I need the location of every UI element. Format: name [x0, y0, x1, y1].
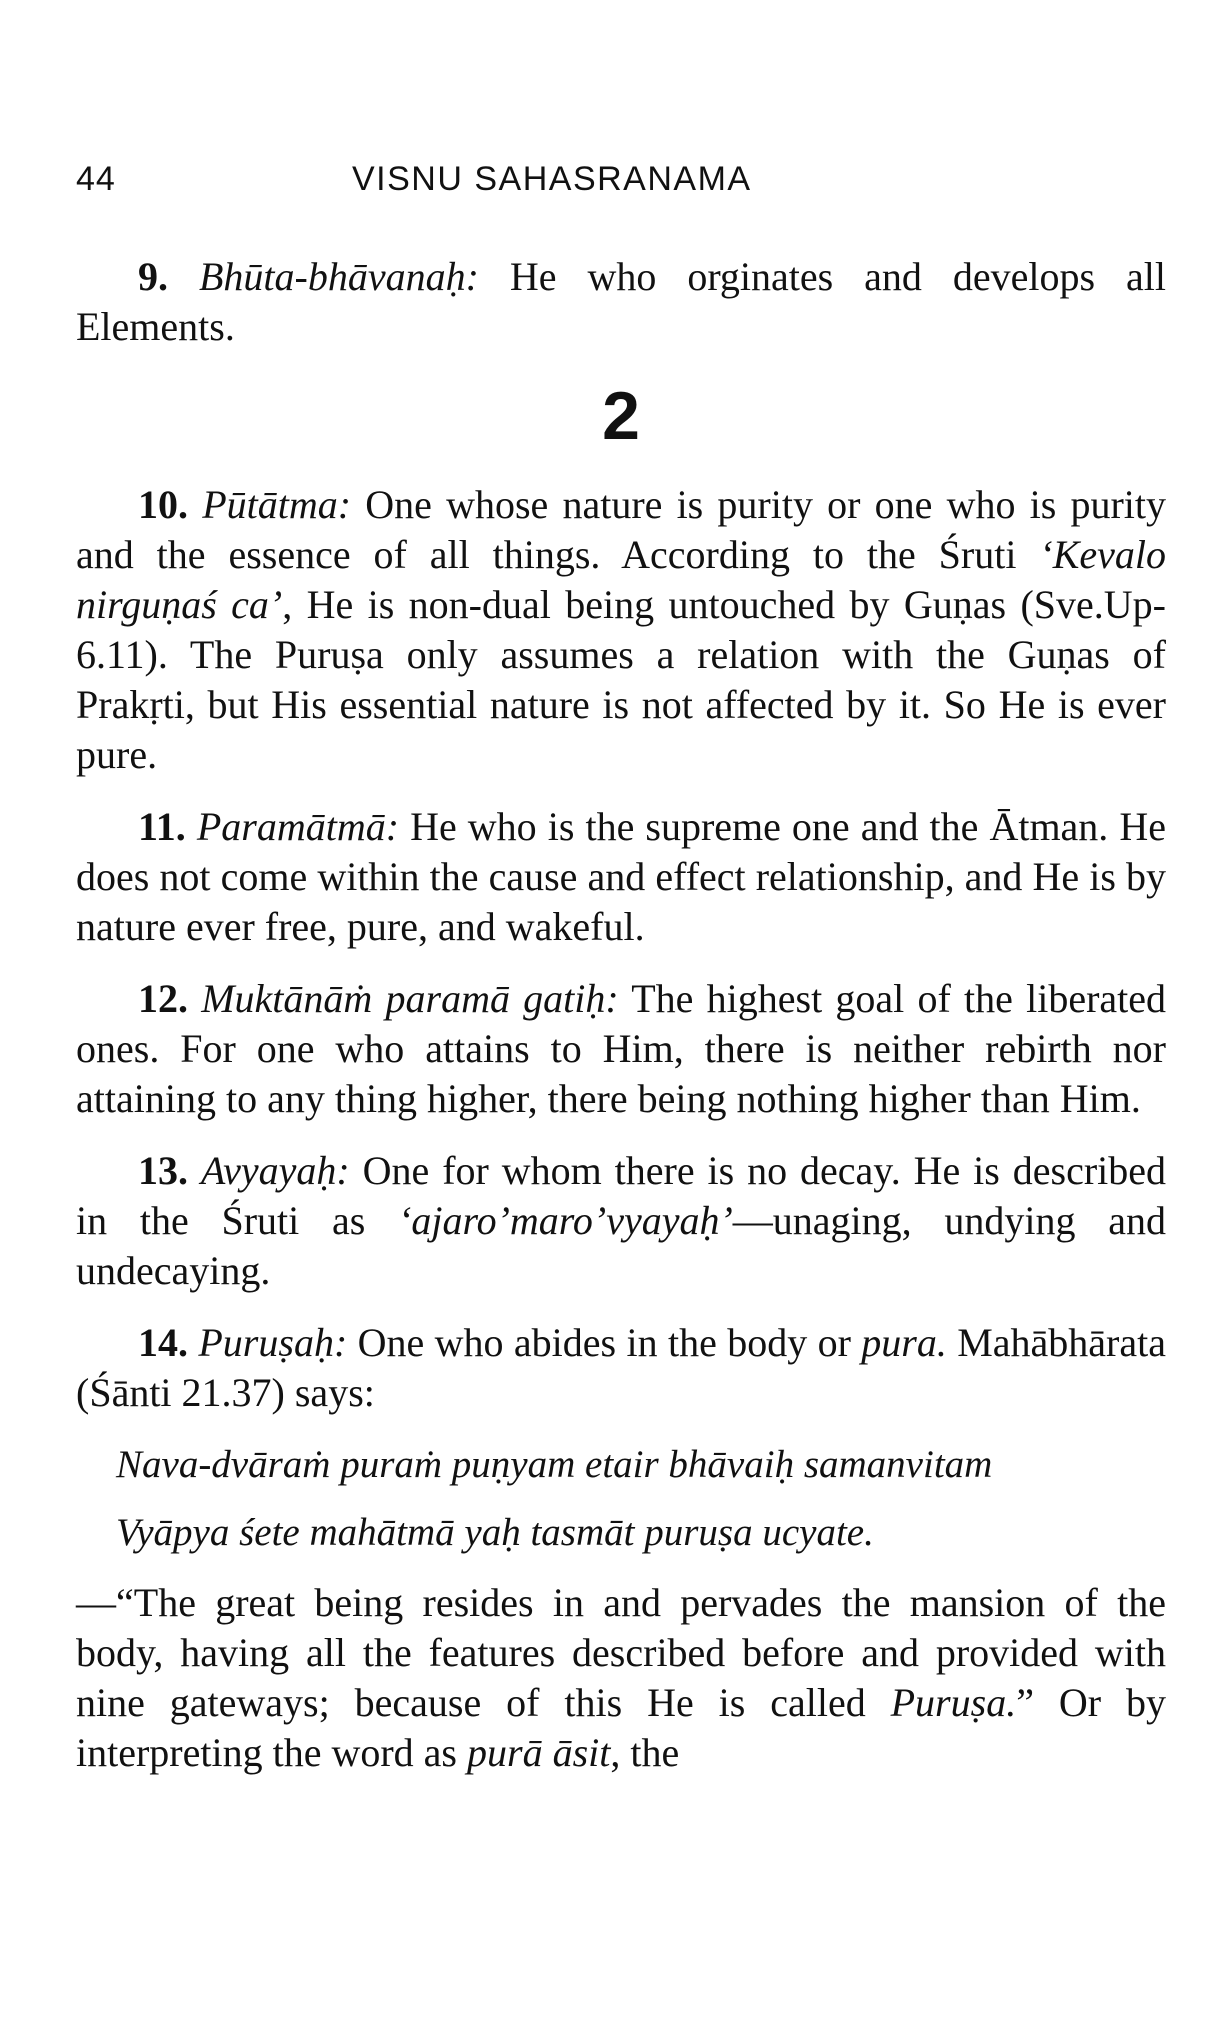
entry-text: One who abides in the body or	[357, 1320, 862, 1365]
entry-emphasis: pura.	[861, 1320, 947, 1365]
translation-text-continued: ” Or by interpreting the word as	[76, 1680, 1166, 1775]
entry-term: Puruṣaḥ:	[198, 1320, 348, 1365]
entry-term: Bhūta-bhāvanaḥ:	[198, 254, 479, 299]
translation-text: —“The great being resides in and pervades the mansion of the body, having all the features described before and provided with nine gateways; because of this He is called	[76, 1580, 1166, 1725]
translation-emphasis-2: purā āsit	[467, 1730, 611, 1775]
translation-emphasis-1: Puruṣa.	[890, 1680, 1017, 1725]
entry-term: Paramātmā:	[196, 804, 400, 849]
sanskrit-verse	[76, 1440, 1166, 1558]
entry-quote: ‘ajaro’maro’vyayaḥ’	[398, 1198, 733, 1243]
entry-11	[76, 802, 1166, 952]
entry-text: He who orginates and develops all Elements.	[76, 254, 1167, 349]
page-number: 44	[76, 160, 116, 198]
entry-text-continued: , He is non-dual being untouched by Guṇas (Sve.Up-6.11). The Puruṣa only assumes a relation with the Guṇas of Prakṛti, but His essential nature is not affected by it. So He is ever pure.	[76, 582, 1166, 777]
entry-number: 9.	[138, 254, 168, 299]
entry-13	[76, 1146, 1166, 1296]
entry-term: Avyayaḥ:	[200, 1148, 350, 1193]
section-number: 2	[602, 378, 640, 454]
page-header	[76, 160, 1166, 210]
entry-14	[76, 1318, 1166, 1418]
entry-10	[76, 480, 1166, 780]
entry-text: The highest goal of the liberated ones. For one who attains to Him, there is neither rebirth nor attaining to any thing higher, there being nothing higher than Him.	[76, 976, 1167, 1121]
page-content	[76, 252, 1166, 1778]
entry-term: Muktānāṁ paramā gatiḥ:	[201, 976, 619, 1021]
running-title: VISNU SAHASRANAMA	[352, 160, 752, 198]
translation-text-end: , the	[610, 1730, 680, 1775]
verse-line-2: Vyāpya śete mahātmā yaḥ tasmāt puruṣa ucyate.	[116, 1511, 874, 1554]
entry-9	[76, 252, 1166, 352]
entry-number: 10.	[138, 482, 188, 527]
entry-number: 12.	[138, 976, 188, 1021]
entry-text: He who is the supreme one and the Ātman. He does not come within the cause and effect relationship, and He is by nature ever free, pure, and wakeful.	[76, 804, 1166, 949]
verse-translation	[76, 1578, 1166, 1778]
entry-text: One whose nature is purity or one who is purity and the essence of all things. According to the Śruti	[76, 482, 1167, 577]
entry-number: 13.	[138, 1148, 188, 1193]
verse-line-1: Nava-dvāraṁ puraṁ puṇyam etair bhāvaiḥ samanvitam	[116, 1443, 993, 1486]
entry-number: 14.	[138, 1320, 188, 1365]
entry-text-continued: Mahābhārata (Śānti 21.37) says:	[76, 1320, 1167, 1415]
entry-term: Pūtātma:	[202, 482, 352, 527]
entry-text-continued: —unaging, undying and undecaying.	[76, 1198, 1166, 1293]
entry-quote: ‘Kevalo nirguṇaś ca’	[76, 532, 1166, 627]
entry-text: One for whom there is no decay. He is described in the Śruti as	[76, 1148, 1167, 1243]
entry-12	[76, 974, 1166, 1124]
entry-number: 11.	[138, 804, 186, 849]
